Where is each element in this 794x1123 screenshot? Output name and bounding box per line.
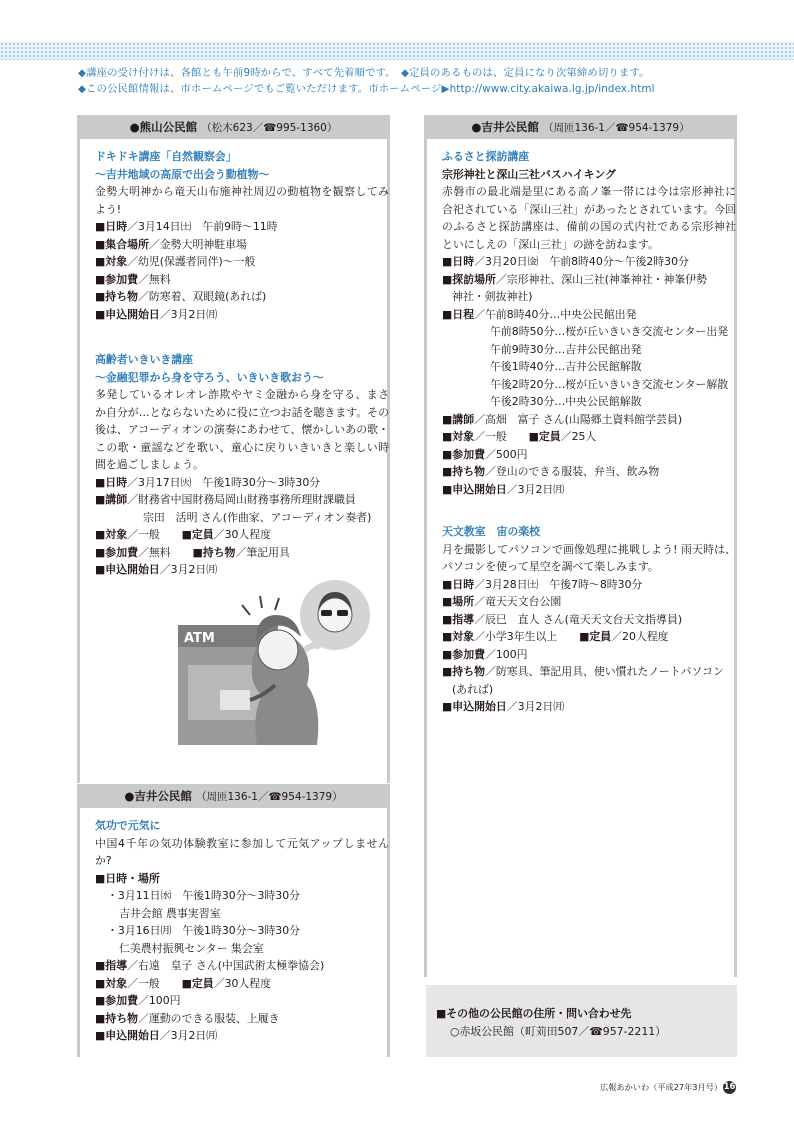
event-bring: ■ 持ち物／登山のできる服装、弁当、飲み物 — [442, 463, 736, 481]
event-date: ■ 日時／3月17日㈫ 午後1時30分〜3時30分 — [95, 474, 389, 492]
event-description: 多発しているオレオレ詐欺やヤミ金融から身を守る、まさか自分が…とならないために役に立つお話を聴きます。その後は、アコーディオンの演奏にあわせて、懐かしいあの歌・この歌・童謡などを歌い、童心に戻りいきいきと楽しい時間を過ごしましょう。 — [95, 388, 389, 471]
event-guide: ■ 指導／辰巳 直人 さん(竜天天文台天文指導員) — [442, 611, 736, 629]
event-fee: ■ 参加費／無料 — [95, 271, 389, 289]
other-halls-box — [426, 985, 737, 1057]
event-apply-date: ■ 申込開始日／3月2日㈪ — [442, 481, 736, 499]
event-fee-bring: ■ 参加費／無料 ■ 持ち物／筆記用具 — [95, 544, 389, 562]
yoshii-left-section — [77, 784, 390, 1057]
event-target-capacity: ■ 対象／一般 ■ 定員／30人程度 — [95, 526, 389, 544]
event-lecturer: ■ 講師／財務省中国財務局岡山財務事務所理財課職員 — [95, 491, 389, 509]
event-title: 天文教室 宙の楽校 — [442, 525, 541, 538]
yoshii-right-section — [424, 115, 737, 977]
event-place: ■ 集合場所／金勢大明神駐車場 — [95, 236, 389, 254]
session-1-date: ・3月11日㈬ 午後1時30分〜3時30分 — [107, 889, 301, 902]
event-lecturer: ■ 講師／高畑 富子 さん(山陽郷土資料館学芸員) — [442, 411, 736, 429]
kumayama-header — [80, 115, 387, 139]
session-2-date: ・3月16日㈪ 午後1時30分〜3時30分 — [107, 924, 301, 937]
event-date: ■ 日時／3月14日㈯ 午前9時〜11時 — [95, 218, 389, 236]
schedule-item: 午後2時20分…桜が丘いきいき交流センター解散 — [490, 377, 729, 391]
event-guide: ■ 指導／右遠 皇子 さん(中国武術太極拳協会) — [95, 957, 389, 975]
event-place: ■ 場所／竜天天文台公園 — [442, 593, 736, 611]
schedule-item: 午後1時40分…吉井公民館解散 — [490, 360, 642, 373]
event-subtitle: 〜吉井地域の高原で出会う動植物〜 — [95, 167, 270, 181]
page-number: 16 — [723, 1082, 736, 1092]
event-title: ふるさと探訪講座 — [442, 150, 530, 163]
event-bring: ■ 持ち物／防寒着、双眼鏡(あれば) — [95, 288, 389, 306]
session-1-place: 吉井会館 農事実習室 — [119, 906, 221, 920]
astronomy-class-event — [442, 523, 736, 716]
schedule-item: 午前8時50分…桜が丘いきいき交流センター出発 — [490, 325, 729, 338]
elderly-lecture-event — [95, 351, 389, 579]
yoshii-left-header — [80, 784, 387, 808]
event-apply-date: ■ 申込開始日／3月2日㈪ — [95, 561, 389, 579]
notice-line-1: ◆講座の受け付けは、各館とも午前9時からで、すべて先着順です。 ◆定員のあるものは、定員になり次第締め切ります。 — [78, 67, 650, 79]
event-title: ドキドキ講座「自然観察会」 — [95, 150, 237, 163]
hall-name: ●吉井公民館 — [471, 120, 539, 134]
event-subtitle: 宗形神社と深山三社バスハイキング — [442, 167, 616, 181]
hall-info: （松木623／☎995-1360） — [201, 122, 338, 134]
footer-publication: 広報あかいわ（平成27年3月号） — [600, 1082, 723, 1092]
event-target-capacity: ■ 対象／一般 ■ 定員／25人 — [442, 428, 736, 446]
event-target-capacity: ■ 対象／小学3年生以上 ■ 定員／20人程度 — [442, 628, 736, 646]
hall-info: （周匝136-1／☎954-1379） — [542, 122, 690, 134]
event-subtitle: 〜金融犯罪から身を守ろう、いきいき歌おう〜 — [95, 370, 324, 384]
event-bring: ■ 持ち物／運動のできる服装、上履き — [95, 1010, 389, 1028]
event-apply-date: ■ 申込開始日／3月2日㈪ — [442, 698, 736, 716]
event-target-capacity: ■ 対象／一般 ■ 定員／30人程度 — [95, 975, 389, 993]
event-apply-date: ■ 申込開始日／3月2日㈪ — [95, 306, 389, 324]
other-halls-title: ■その他の公民館の住所・問い合わせ先 — [436, 1007, 632, 1020]
event-description: 赤磐市の最北端是里にある高ノ峯一帯には今は宗形神社に合祀されている「深山三社」があったとされています。今回のふるさと探訪講座は、備前の国の式内社である宗形神社といにしえの「深山三社」の跡を訪ねます。 — [442, 185, 736, 251]
event-description: 金勢大明神から竜天山布施神社周辺の動植物を観察してみよう! — [95, 185, 389, 216]
event-datetime-label: ■ 日時・場所 — [95, 870, 389, 888]
event-target: ■ 対象／幼児(保護者同伴)〜一般 — [95, 253, 389, 271]
session-2-place: 仁美農村振興センター 集会室 — [119, 941, 264, 955]
other-hall-item: ○赤坂公民館（町苅田507／☎957-2211） — [450, 1025, 667, 1038]
event-fee: ■ 参加費／500円 — [442, 446, 736, 464]
atm-label: ATM — [184, 631, 215, 646]
notice-line-2: ◆この公民館情報は、市ホームページでもご覧いただけます。市ホームページ▶http://www.city.akaiwa.lg.jp/index.html — [78, 83, 655, 95]
event-fee: ■ 参加費／100円 — [95, 992, 389, 1010]
top-decorative-band — [0, 42, 794, 60]
event-fee: ■ 参加費／100円 — [442, 646, 736, 664]
hall-name: ●熊山公民館 — [129, 120, 198, 134]
event-description: 月を撮影してパソコンで画像処理に挑戦しよう! 雨天時は、パソコンを使って星空を調べて楽しみます。 — [442, 542, 736, 573]
nature-observation-event — [95, 148, 389, 323]
event-description: 中国4千年の気功体験教室に参加して元気アップしませんか? — [95, 836, 389, 867]
event-lecturer-2: 宗田 活明 さん(作曲家、アコーディオン奏者) — [143, 510, 372, 524]
hall-name: ●吉井公民館 — [124, 789, 192, 803]
event-schedule: ■ 日程／午前8時40分…中央公民館出発 — [442, 306, 736, 324]
event-place-2: 神社・剣抜神社) — [452, 290, 533, 303]
hometown-exploration-event — [442, 148, 736, 498]
event-title: 気功で元気に — [95, 819, 161, 832]
hall-info: （周匝136-1／☎954-1379） — [195, 791, 343, 803]
event-place: ■ 探訪場所／宗形神社、深山三社(神峯神社・神峯伊勢 — [442, 271, 736, 289]
event-title: 高齢者いきいき講座 — [95, 353, 194, 366]
schedule-item: 午前9時30分…吉井公民館出発 — [490, 342, 642, 356]
event-date: ■ 日時／3月20日㈮ 午前8時40分〜午後2時30分 — [442, 253, 736, 271]
event-bring-2: (あれば) — [452, 682, 494, 696]
schedule-item: 午後2時30分…中央公民館解散 — [490, 395, 642, 408]
atm-fraud-illustration — [100, 570, 370, 745]
event-bring: ■ 持ち物／防寒具、筆記用具、使い慣れたノートパソコン — [442, 663, 736, 681]
event-apply-date: ■ 申込開始日／3月2日㈪ — [95, 1027, 389, 1045]
qigong-event — [95, 817, 389, 1045]
yoshii-right-header — [427, 115, 734, 139]
event-date: ■ 日時／3月28日㈯ 午後7時〜8時30分 — [442, 576, 736, 594]
